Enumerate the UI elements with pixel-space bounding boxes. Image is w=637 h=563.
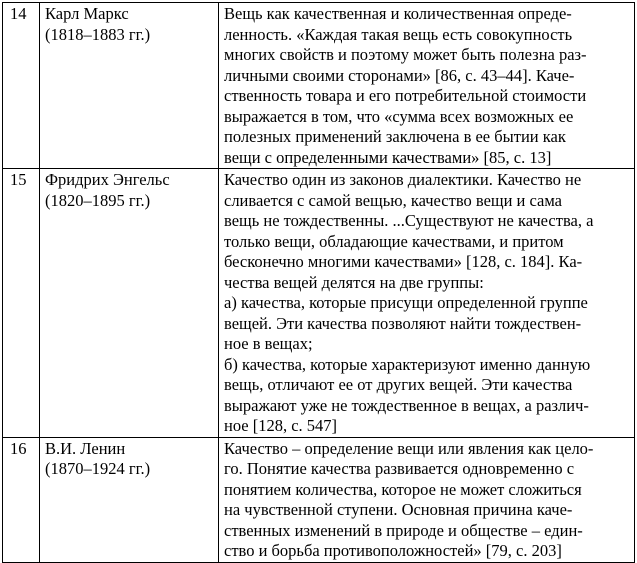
- table-row: [3, 3, 635, 169]
- philosophers-table: [2, 2, 635, 563]
- definition-line: ство и борьба противоположностей» [79, с. 203]: [224, 541, 562, 560]
- definition-line: выражается в том, что «сумма всех возможных ее: [224, 106, 574, 126]
- author-cell: [40, 437, 219, 562]
- author-cell: [40, 169, 219, 438]
- definition-line: бесконечно многими качествами» [128, с. 184]. Ка-: [224, 252, 583, 271]
- author-line: (1818–1883 гг.): [45, 24, 151, 44]
- definition-line: на чувственной ступени. Основная причина каче-: [224, 500, 573, 519]
- definition-line: Качество один из законов диалектики. Качество не: [224, 170, 582, 189]
- definition-line: многих свойств и поэтому может быть полезна раз-: [224, 45, 587, 64]
- row-number-cell: 16: [3, 437, 40, 562]
- definition-line: личными своими сторонами» [86, с. 43–44]. Каче-: [224, 65, 575, 85]
- definition-line: ное в вещах;: [224, 334, 313, 353]
- table-row: [3, 169, 635, 438]
- definition-cell: [219, 3, 635, 169]
- author-line: Фридрих Энгельс: [45, 170, 170, 189]
- definition-line: выражают уже не тождественное в вещах, а различ-: [224, 395, 589, 415]
- definition-line: ственных изменений в природе и обществе – един-: [224, 520, 583, 540]
- table-row: [3, 437, 635, 562]
- table-body: [3, 3, 635, 563]
- author-cell: [40, 3, 219, 169]
- definition-line: б) качества, которые характеризуют именно данную: [224, 354, 591, 374]
- row-number-cell: 15: [3, 169, 40, 438]
- definition-line: вещь, отличают ее от других вещей. Эти качества: [224, 375, 573, 394]
- definition-line: вещей. Эти качества позволяют найти тождествен-: [224, 313, 582, 333]
- author-line: (1870–1924 гг.): [45, 459, 151, 478]
- definition-line: чества вещей делятся на две группы:: [224, 272, 484, 292]
- definition-line: полезных применений заключена в ее бытии как: [224, 127, 566, 146]
- definition-line: понятием количества, которое не может сложиться: [224, 479, 582, 499]
- definition-line: ственность товара и его потребительной стоимости: [224, 86, 587, 105]
- definition-line: только вещи, обладающие качествами, и притом: [224, 231, 564, 251]
- definition-cell: [219, 169, 635, 438]
- definition-line: Вещь как качественная и количественная опреде-: [224, 4, 572, 23]
- definition-line: го. Понятие качества развивается одновременно с: [224, 459, 575, 478]
- definition-line: ленность. «Каждая такая вещь есть совокупность: [224, 24, 573, 44]
- definition-line: ное [128, с. 547]: [224, 416, 338, 435]
- author-line: Карл Маркс: [45, 4, 129, 23]
- definition-cell: [219, 437, 635, 562]
- definition-line: сливается с самой вещью, качество вещи и сама: [224, 190, 563, 210]
- definition-line: вещь не тождественны. ...Существуют не качества, а: [224, 211, 594, 230]
- author-line: (1820–1895 гг.): [45, 190, 151, 210]
- definition-line: а) качества, которые присущи определенной группе: [224, 293, 588, 312]
- definition-line: Качество – определение вещи или явления как цело-: [224, 438, 594, 458]
- author-line: В.И. Ленин: [45, 438, 126, 458]
- definition-line: вещи с определенными качествами» [85, с. 13]: [224, 147, 552, 167]
- row-number-cell: 14: [3, 3, 40, 169]
